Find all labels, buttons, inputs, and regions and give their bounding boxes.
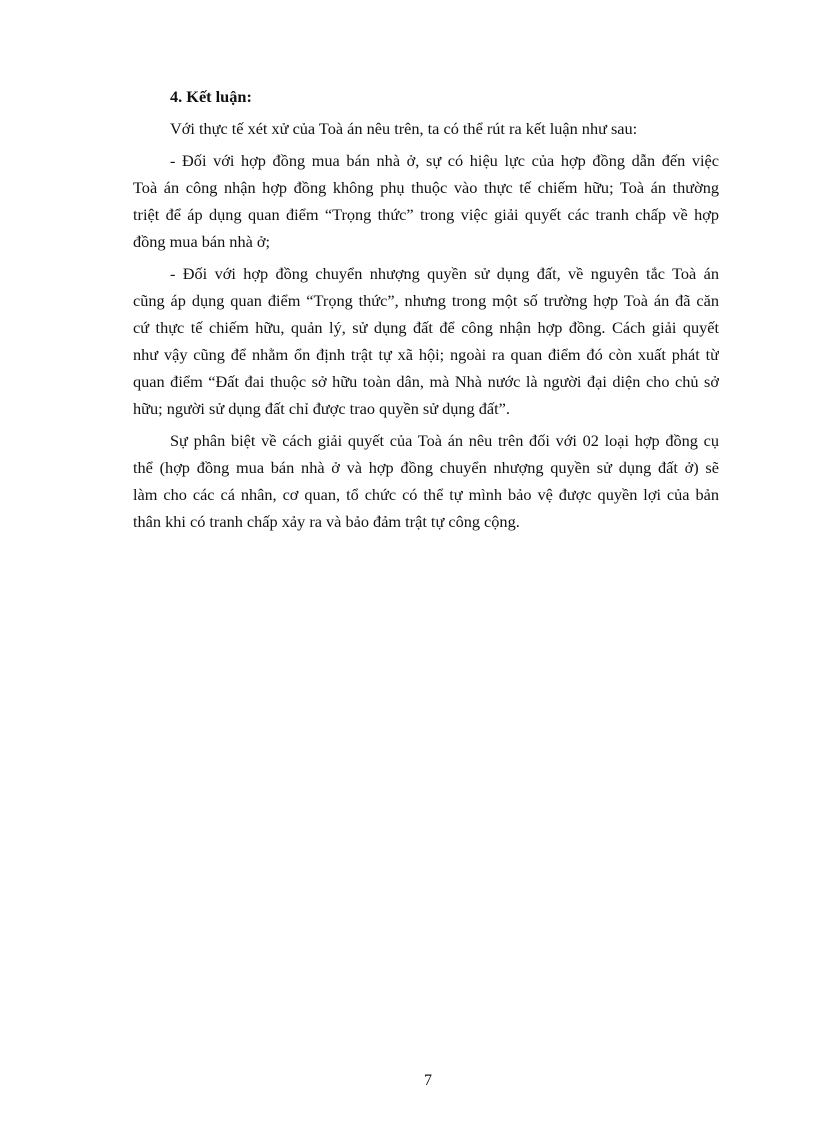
text-line: cũng áp dụng quan điểm “Trọng thức”, nhưng trong một số trường hợp Toà án đã căn xyxy=(133,291,719,310)
text-line: Sự phân biệt về cách giải quyết của Toà án nêu trên đối với 02 loại hợp đồng cụ xyxy=(170,431,719,450)
text-line: quan điểm “Đất đai thuộc sở hữu toàn dân, mà Nhà nước là người đại diện cho chủ sở xyxy=(133,372,719,391)
paragraph xyxy=(133,115,719,142)
paragraph xyxy=(133,147,719,255)
text-line: thể (hợp đồng mua bán nhà ở và hợp đồng chuyển nhượng quyền sử dụng đất ở) sẽ xyxy=(133,458,719,477)
text-line: thân khi có tranh chấp xảy ra và bảo đảm trật tự công cộng. xyxy=(133,512,520,531)
text-line: như vậy cũng để nhằm ổn định trật tự xã hội; ngoài ra quan điểm đó còn xuất phát từ xyxy=(133,345,719,364)
text-line: hữu; người sử dụng đất chỉ được trao quyền sử dụng đất”. xyxy=(133,399,510,418)
text-line: - Đối với hợp đồng chuyển nhượng quyền sử dụng đất, về nguyên tắc Toà án xyxy=(170,264,719,283)
text-line: triệt để áp dụng quan điểm “Trọng thức” trong việc giải quyết các tranh chấp về hợp xyxy=(133,205,719,224)
section-heading: 4. Kết luận: xyxy=(170,87,252,106)
page-number: 7 xyxy=(424,1072,432,1089)
text-line: Toà án công nhận hợp đồng không phụ thuộc vào thực tế chiếm hữu; Toà án thường xyxy=(133,178,719,197)
paragraph xyxy=(133,260,719,422)
text-line: Với thực tế xét xử của Toà án nêu trên, ta có thể rút ra kết luận như sau: xyxy=(170,119,638,138)
paragraphs xyxy=(133,115,719,535)
text-line: đồng mua bán nhà ở; xyxy=(133,232,271,251)
text-line: làm cho các cá nhân, cơ quan, tổ chức có thể tự mình bảo vệ được quyền lợi của bản xyxy=(133,485,719,504)
document-body xyxy=(133,83,719,535)
paragraph xyxy=(133,427,719,535)
text-line: cứ thực tế chiếm hữu, quản lý, sử dụng đất để công nhận hợp đồng. Cách giải quyết xyxy=(133,318,719,337)
text-line: - Đối với hợp đồng mua bán nhà ở, sự có hiệu lực của hợp đồng dẫn đến việc xyxy=(170,151,719,170)
